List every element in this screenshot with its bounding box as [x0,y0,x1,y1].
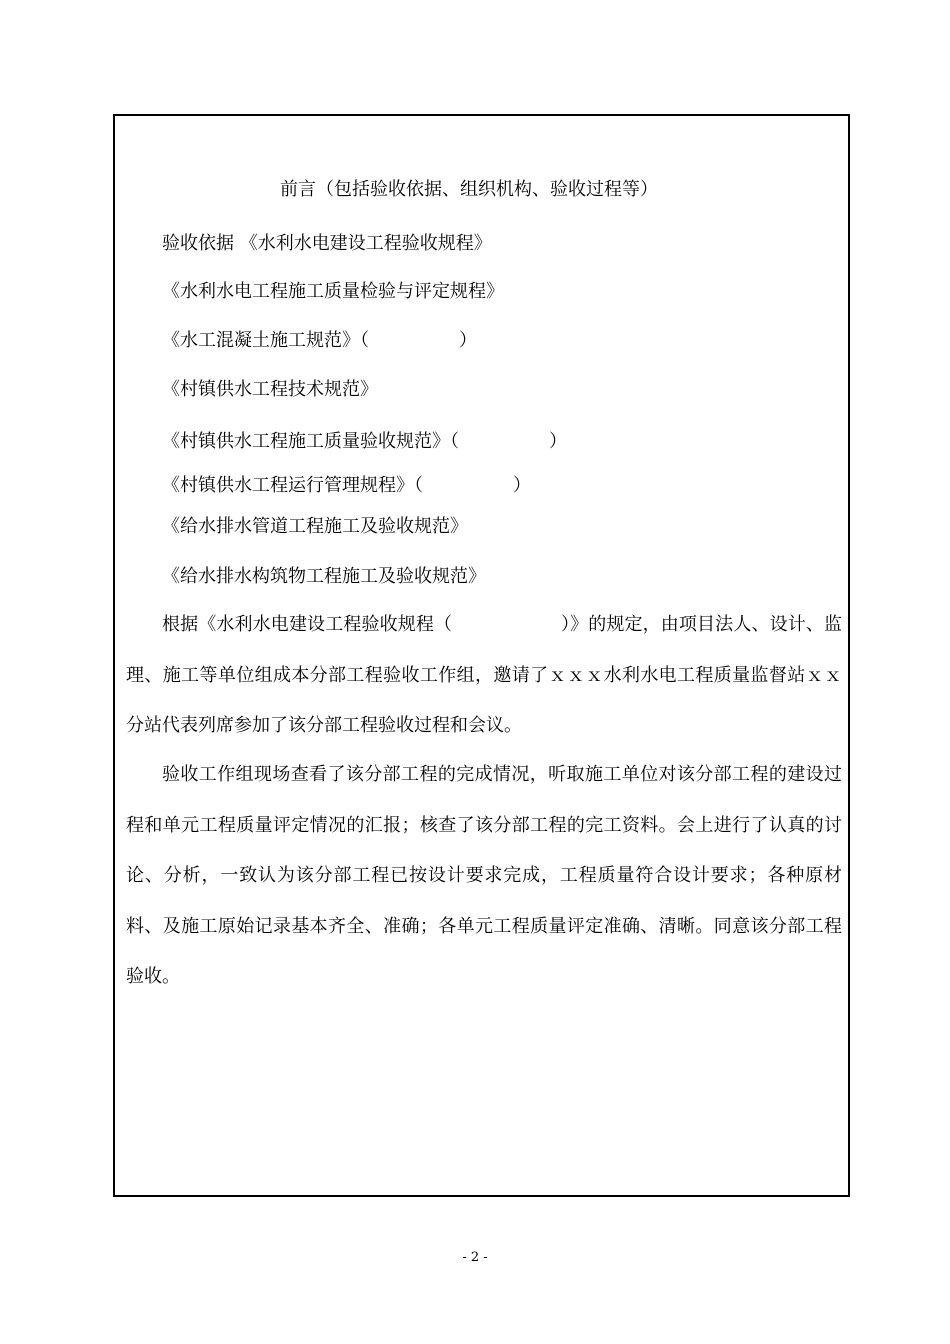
basis-line-3: 《水工混凝土施工规范》（ ） [162,330,477,351]
basis-line-5: 《村镇供水工程施工质量验收规范》（ ） [162,431,567,452]
basis-line-1: 验收依据 《水利水电建设工程验收规程》 [162,233,492,254]
preface-heading: 前言（包括验收依据、组织机构、验收过程等） [280,179,658,200]
paragraph-organization: 根据《水利水电建设工程验收规程（ ）》的规定，由项目法人、设计、监理、施工等单位组成本分部工程验收工作组，邀请了ｘｘｘ水利水电工程质量监督站ｘｘ分站代表列席参加了该分部工程验收过程和会议。 [126,614,842,736]
basis-line-6: 《村镇供水工程运行管理规程》（ ） [162,475,531,496]
page-number: - 2 - [462,1250,488,1265]
paragraph-conclusion: 验收工作组现场查看了该分部工程的完成情况，听取施工单位对该分部工程的建设过程和单元工程质量评定情况的汇报；核查了该分部工程的完工资料。会上进行了认真的讨论、分析，一致认为该分部工程已按设计要求完成，工程质量符合设计要求；各种原材料、及施工原始记录基本齐全、准确；各单元工程质量评定准确、清晰。同意该分部工程验收。 [126,764,842,987]
basis-line-7: 《给水排水管道工程施工及验收规范》 [162,516,468,537]
basis-line-2: 《水利水电工程施工质量检验与评定规程》 [162,281,504,302]
basis-line-8: 《给水排水构筑物工程施工及验收规范》 [162,566,486,587]
basis-line-4: 《村镇供水工程技术规范》 [162,379,378,400]
